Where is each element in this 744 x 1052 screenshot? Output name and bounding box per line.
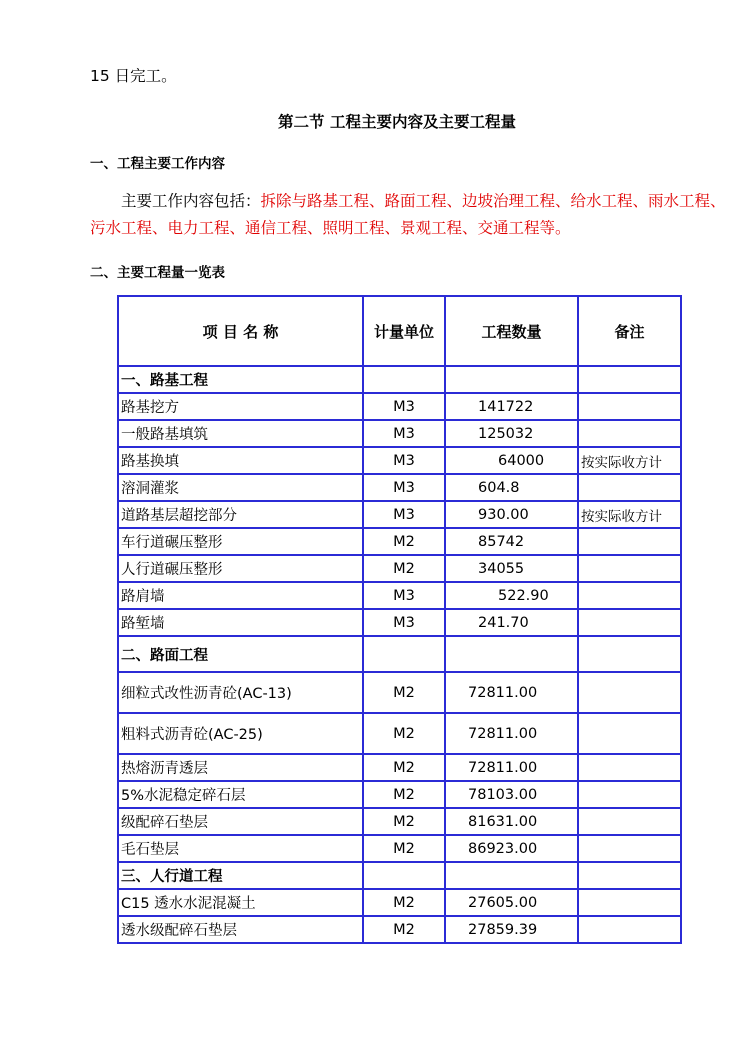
remarks-cell xyxy=(578,781,681,808)
remarks-cell xyxy=(578,808,681,835)
remarks-cell: 按实际收方计 xyxy=(578,447,681,474)
quantity-cell xyxy=(445,636,578,672)
quantity-cell: 125032 xyxy=(445,420,578,447)
quantity-cell: 64000 xyxy=(445,447,578,474)
table-row xyxy=(118,555,681,582)
quantity-cell: 72811.00 xyxy=(445,754,578,781)
table-row xyxy=(118,474,681,501)
unit-cell: M2 xyxy=(363,808,445,835)
item-name-cell: 级配碎石垫层 xyxy=(118,808,363,835)
table-row xyxy=(118,447,681,474)
unit-cell xyxy=(363,366,445,393)
quantity-cell: 86923.00 xyxy=(445,835,578,862)
table-row xyxy=(118,528,681,555)
unit-cell: M2 xyxy=(363,916,445,943)
unit-cell: M3 xyxy=(363,501,445,528)
item-name-cell: 一、路基工程 xyxy=(118,366,363,393)
item-name-cell: 路肩墙 xyxy=(118,582,363,609)
unit-cell: M2 xyxy=(363,754,445,781)
unit-cell: M3 xyxy=(363,582,445,609)
table-header-row xyxy=(118,296,681,366)
remarks-cell xyxy=(578,393,681,420)
heading-work-content: 一、工程主要工作内容 xyxy=(90,156,225,172)
remarks-cell xyxy=(578,916,681,943)
table-row xyxy=(118,754,681,781)
item-name-cell: 三、人行道工程 xyxy=(118,862,363,889)
unit-cell: M2 xyxy=(363,889,445,916)
unit-cell xyxy=(363,636,445,672)
work-content-paragraph xyxy=(90,188,730,242)
header-unit: 计量单位 xyxy=(363,296,445,366)
heading-quantity-table: 二、主要工程量一览表 xyxy=(90,265,225,281)
table-row xyxy=(118,889,681,916)
table-section-row xyxy=(118,366,681,393)
item-name-cell: 透水级配碎石垫层 xyxy=(118,916,363,943)
table-row xyxy=(118,713,681,754)
quantity-cell: 930.00 xyxy=(445,501,578,528)
quantity-cell: 34055 xyxy=(445,555,578,582)
item-name-cell: 道路基层超挖部分 xyxy=(118,501,363,528)
table-row xyxy=(118,808,681,835)
remarks-cell: 按实际收方计 xyxy=(578,501,681,528)
paragraph-highlighted-items: 拆除与路基工程、路面工程、边坡治理工程、给水工程、雨水工程、污水工程、电力工程、通信工程、照明工程、景观工程、交通工程等。 xyxy=(90,192,726,237)
item-name-cell: 二、路面工程 xyxy=(118,636,363,672)
remarks-cell xyxy=(578,582,681,609)
table-row xyxy=(118,835,681,862)
remarks-cell xyxy=(578,555,681,582)
item-name-cell: 5%水泥稳定碎石层 xyxy=(118,781,363,808)
quantity-cell xyxy=(445,366,578,393)
quantity-cell: 72811.00 xyxy=(445,713,578,754)
remarks-cell xyxy=(578,754,681,781)
quantity-cell: 81631.00 xyxy=(445,808,578,835)
table-row xyxy=(118,501,681,528)
header-item-name: 项 目 名 称 xyxy=(118,296,363,366)
unit-cell: M3 xyxy=(363,609,445,636)
remarks-cell xyxy=(578,713,681,754)
quantity-cell: 141722 xyxy=(445,393,578,420)
table-section-row xyxy=(118,636,681,672)
quantity-table xyxy=(117,295,682,944)
table-row xyxy=(118,393,681,420)
unit-cell: M3 xyxy=(363,393,445,420)
unit-cell: M2 xyxy=(363,555,445,582)
table-row xyxy=(118,582,681,609)
quantity-cell: 78103.00 xyxy=(445,781,578,808)
remarks-cell xyxy=(578,636,681,672)
item-name-cell: 人行道碾压整形 xyxy=(118,555,363,582)
quantity-cell: 72811.00 xyxy=(445,672,578,713)
remarks-cell xyxy=(578,420,681,447)
quantity-cell: 604.8 xyxy=(445,474,578,501)
item-name-cell: 车行道碾压整形 xyxy=(118,528,363,555)
unit-cell: M2 xyxy=(363,713,445,754)
remarks-cell xyxy=(578,672,681,713)
item-name-cell: C15 透水水泥混凝土 xyxy=(118,889,363,916)
item-name-cell: 路基换填 xyxy=(118,447,363,474)
quantity-cell: 522.90 xyxy=(445,582,578,609)
table-row xyxy=(118,420,681,447)
table-row xyxy=(118,609,681,636)
table-row xyxy=(118,672,681,713)
header-quantity: 工程数量 xyxy=(445,296,578,366)
table-row xyxy=(118,781,681,808)
unit-cell: M2 xyxy=(363,672,445,713)
unit-cell: M2 xyxy=(363,528,445,555)
unit-cell: M3 xyxy=(363,420,445,447)
quantity-cell: 27859.39 xyxy=(445,916,578,943)
item-name-cell: 粗料式沥青砼(AC-25) xyxy=(118,713,363,754)
item-name-cell: 溶洞灌浆 xyxy=(118,474,363,501)
unit-cell: M2 xyxy=(363,835,445,862)
remarks-cell xyxy=(578,889,681,916)
remarks-cell xyxy=(578,474,681,501)
table-row xyxy=(118,916,681,943)
quantity-cell: 241.70 xyxy=(445,609,578,636)
item-name-cell: 路堑墙 xyxy=(118,609,363,636)
item-name-cell: 一般路基填筑 xyxy=(118,420,363,447)
item-name-cell: 热熔沥青透层 xyxy=(118,754,363,781)
continuation-line: 15 日完工。 xyxy=(90,67,177,85)
remarks-cell xyxy=(578,835,681,862)
remarks-cell xyxy=(578,528,681,555)
unit-cell: M3 xyxy=(363,447,445,474)
table-body xyxy=(118,366,681,943)
unit-cell: M3 xyxy=(363,474,445,501)
table-section-row xyxy=(118,862,681,889)
quantity-cell xyxy=(445,862,578,889)
remarks-cell xyxy=(578,862,681,889)
item-name-cell: 路基挖方 xyxy=(118,393,363,420)
unit-cell xyxy=(363,862,445,889)
unit-cell: M2 xyxy=(363,781,445,808)
quantity-cell: 85742 xyxy=(445,528,578,555)
remarks-cell xyxy=(578,366,681,393)
item-name-cell: 细粒式改性沥青砼(AC-13) xyxy=(118,672,363,713)
quantity-cell: 27605.00 xyxy=(445,889,578,916)
paragraph-prefix: 主要工作内容包括： xyxy=(121,192,261,210)
section-title: 第二节 工程主要内容及主要工程量 xyxy=(278,113,516,131)
remarks-cell xyxy=(578,609,681,636)
header-remarks: 备注 xyxy=(578,296,681,366)
item-name-cell: 毛石垫层 xyxy=(118,835,363,862)
